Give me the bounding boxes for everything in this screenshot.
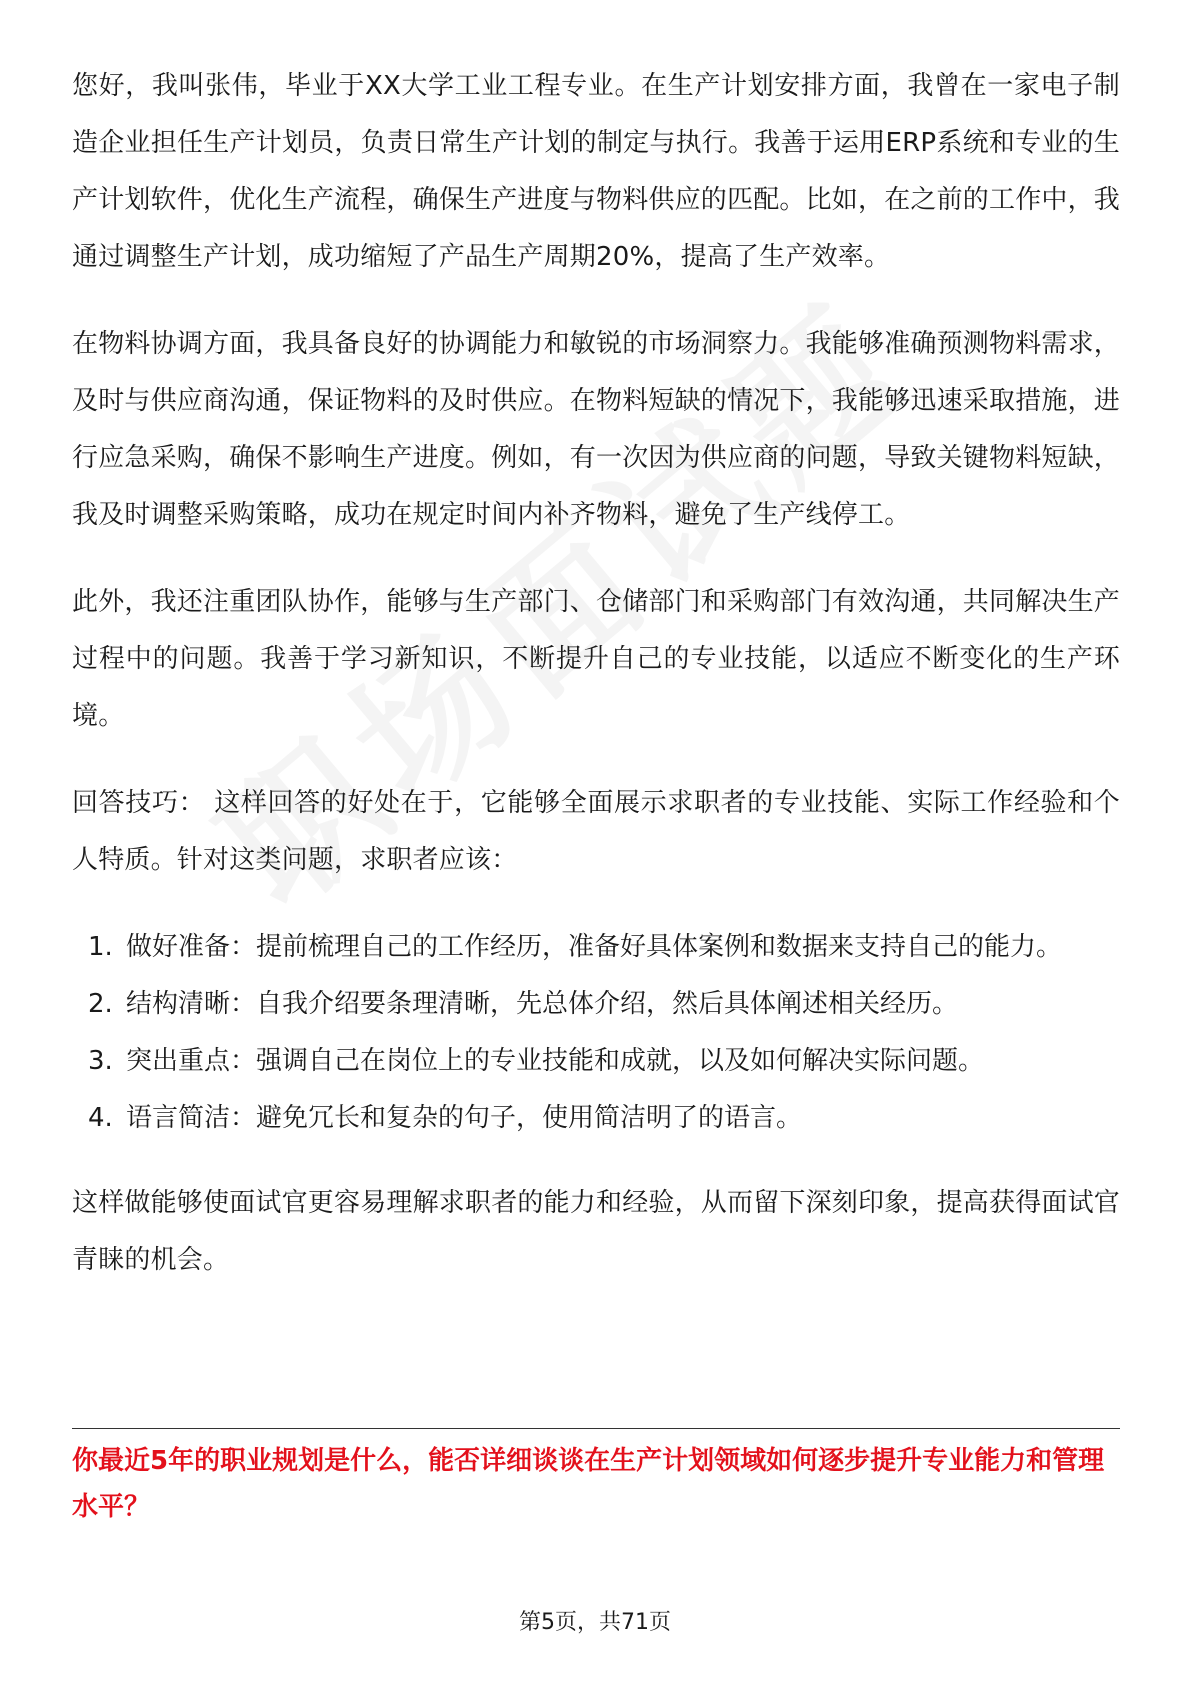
tip-text: 语言简洁：避免冗长和复杂的句子，使用简洁明了的语言。 bbox=[126, 1103, 803, 1133]
closing-paragraph: 这样做能够使面试官更容易理解求职者的能力和经验，从而留下深刻印象，提高获得面试官青睐的机会。 bbox=[72, 1188, 1121, 1275]
tip-number: 2. bbox=[88, 989, 113, 1019]
answer-content bbox=[72, 58, 1120, 1319]
tip-number: 3. bbox=[88, 1046, 113, 1076]
tips-list-item bbox=[72, 1033, 1120, 1090]
answer-paragraph-1: 您好，我叫张伟，毕业于XX大学工业工程专业。在生产计划安排方面，我曾在一家电子制造企业担任生产计划员，负责日常生产计划的制定与执行。我善于运用ERP系统和专业的生产计划软件，优化生产流程，确保生产进度与物料供应的匹配。比如，在之前的工作中，我通过调整生产计划，成功缩短了产品生产周期20%，提高了生产效率。 bbox=[72, 71, 1121, 272]
tips-list bbox=[72, 919, 1120, 1147]
tip-text: 结构清晰：自我介绍要条理清晰，先总体介绍，然后具体阐述相关经历。 bbox=[126, 989, 959, 1019]
tip-number: 4. bbox=[88, 1103, 113, 1133]
page-number: 第5页，共71页 bbox=[519, 1610, 671, 1635]
answer-tips-intro: 回答技巧： 这样回答的好处在于，它能够全面展示求职者的专业技能、实际工作经验和个人特质。针对这类问题，求职者应该： bbox=[72, 788, 1121, 875]
answer-paragraph-3: 此外，我还注重团队协作，能够与生产部门、仓储部门和采购部门有效沟通，共同解决生产过程中的问题。我善于学习新知识，不断提升自己的专业技能，以适应不断变化的生产环境。 bbox=[72, 587, 1121, 731]
tip-text: 做好准备：提前梳理自己的工作经历，准备好具体案例和数据来支持自己的能力。 bbox=[126, 932, 1063, 962]
tips-list-item bbox=[72, 976, 1120, 1033]
section-divider bbox=[72, 1428, 1120, 1429]
tips-list-item bbox=[72, 919, 1120, 976]
tip-number: 1. bbox=[88, 932, 113, 962]
next-question-heading: 你最近5年的职业规划是什么，能否详细谈谈在生产计划领域如何逐步提升专业能力和管理水平？ bbox=[72, 1446, 1105, 1522]
tip-text: 突出重点：强调自己在岗位上的专业技能和成就，以及如何解决实际问题。 bbox=[126, 1046, 985, 1076]
answer-paragraph-2: 在物料协调方面，我具备良好的协调能力和敏锐的市场洞察力。我能够准确预测物料需求，及时与供应商沟通，保证物料的及时供应。在物料短缺的情况下，我能够迅速采取措施，进行应急采购，确保不影响生产进度。例如，有一次因为供应商的问题，导致关键物料短缺，我及时调整采购策略，成功在规定时间内补齐物料，避免了生产线停工。 bbox=[72, 329, 1121, 530]
tips-list-item bbox=[72, 1090, 1120, 1147]
